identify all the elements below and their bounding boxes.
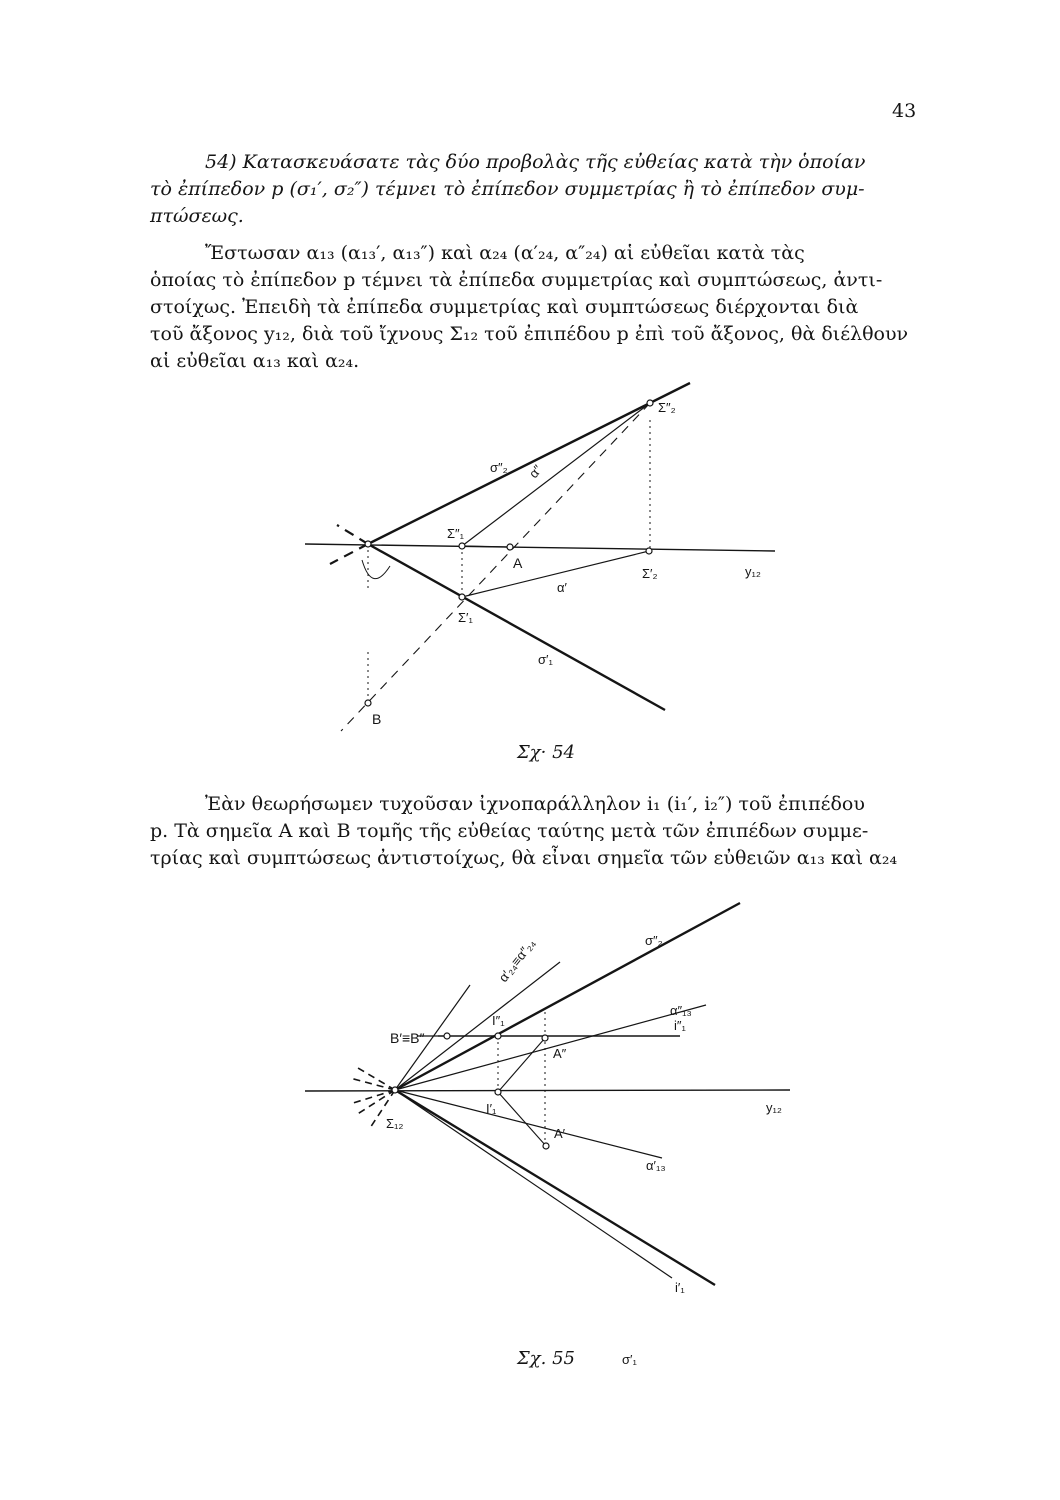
ext-dash-1 xyxy=(358,1068,395,1090)
point-s1-pp xyxy=(459,543,465,549)
label-s12: Σ₁₂ xyxy=(386,1116,404,1131)
line-a-p xyxy=(462,551,649,597)
label-i1-p: i′₁ xyxy=(675,1280,685,1295)
point-a xyxy=(507,544,513,550)
figure-55-caption: Σχ. 55 xyxy=(517,1348,575,1369)
page-number: 43 xyxy=(892,100,917,122)
continuation-paragraph xyxy=(150,791,920,872)
label-i1-pp: i″₁ xyxy=(674,1018,686,1033)
line-a13-p xyxy=(395,1090,662,1158)
line-a24-coincide xyxy=(395,962,560,1090)
label-axis: y₁₂ xyxy=(745,564,761,579)
problem-line-1: 54) Κατασκευάσατε τὰς δύο προβολὰς τῆς εὐθείας κατὰ τὴν ὁποίαν xyxy=(205,151,866,173)
angle-arc xyxy=(362,560,390,579)
label-sigma2-pp: σ″₂ xyxy=(490,460,508,475)
line-short-a xyxy=(498,1038,545,1092)
dashed-a24 xyxy=(341,403,650,731)
label-sigma2-pp: σ″₂ xyxy=(645,933,663,948)
point-s12 xyxy=(392,1087,398,1093)
figure-54-caption: Σχ· 54 xyxy=(517,742,575,763)
label-a-lower: A′ xyxy=(554,1126,566,1141)
line-a-lower xyxy=(498,1092,546,1146)
solution-line-3: στοίχως. Ἐπειδὴ τὰ ἐπίπεδα συμμετρίας καὶ συμπτώσεως διέρχονται διὰ xyxy=(150,296,859,318)
label-b-points: B′≡B″ xyxy=(390,1030,425,1046)
label-a-pp: α″ xyxy=(525,461,546,481)
point-s2-p xyxy=(646,548,652,554)
ext-dash-4 xyxy=(356,1090,395,1115)
problem-line-2: τὸ ἐπίπεδον p (σ₁′, σ₂″) τέμνει τὸ ἐπίπεδον συμμετρίας ἢ τὸ ἐπίπεδον συμ- xyxy=(150,178,865,200)
continuation-line-3: τρίας καὶ συμπτώσεως ἀντιστοίχως, θὰ εἶναι σημεῖα τῶν εὐθειῶν α₁₃ καὶ α₂₄ xyxy=(150,847,898,869)
label-a-coincide: α′₂₄≡α″₂₄ xyxy=(495,935,539,985)
label-a13-pp: α″₁₃ xyxy=(670,1003,692,1018)
label-s2-upper: Σ″₂ xyxy=(658,400,676,415)
point-i-lower xyxy=(495,1089,501,1095)
label-sigma1-p: σ′₁ xyxy=(538,652,553,667)
solution-line-1: Ἔστωσαν α₁₃ (α₁₃′, α₁₃″) καὶ α₂₄ (α′₂₄, α″₂₄) αἱ εὐθεῖαι κατὰ τὰς xyxy=(205,242,805,264)
point-a-upper xyxy=(542,1035,548,1041)
label-axis: y₁₂ xyxy=(766,1100,782,1115)
label-a-p: α′ xyxy=(557,580,567,595)
point-s2-pp xyxy=(647,400,653,406)
point-i-upper xyxy=(495,1033,501,1039)
trace-sigma1-p xyxy=(395,1090,715,1285)
trace-sigma1-ext xyxy=(337,525,368,544)
axis-line xyxy=(305,1090,790,1091)
label-s1-lower: Σ′₁ xyxy=(458,610,473,625)
point-s1-p xyxy=(459,594,465,600)
label-sigma1-p: σ′₁ xyxy=(622,1352,637,1367)
figure-54-labels xyxy=(372,400,761,727)
line-a13-pp xyxy=(395,1005,706,1090)
label-i-upper: I″₁ xyxy=(492,1013,505,1028)
figure-54 xyxy=(305,383,775,731)
label-s1-upper: Σ″₁ xyxy=(447,526,465,541)
ext-dash-2 xyxy=(350,1078,395,1090)
line-i1-p xyxy=(395,1090,672,1278)
trace-sigma2-pp xyxy=(368,383,690,544)
label-a-upper: A″ xyxy=(553,1046,567,1061)
figure-55 xyxy=(305,903,790,1285)
trace-sigma2-pp xyxy=(395,903,740,1090)
continuation-line-1: Ἐὰν θεωρήσωμεν τυχοῦσαν ἰχνοπαράλληλον i₁ (i₁′, i₂″) τοῦ ἐπιπέδου xyxy=(205,793,865,815)
point-b xyxy=(444,1033,450,1039)
figure-55-labels xyxy=(386,933,782,1367)
solution-line-5: αἱ εὐθεῖαι α₁₃ καὶ α₂₄. xyxy=(150,350,360,372)
ext-dash-3 xyxy=(350,1090,395,1104)
point-s12 xyxy=(365,541,371,547)
solution-line-4: τοῦ ἄξονος y₁₂, διὰ τοῦ ἴχνους Σ₁₂ τοῦ ἐπιπέδου p ἐπὶ τοῦ ἄξονος, θὰ διέλθουν xyxy=(150,323,909,345)
label-b-point: B xyxy=(372,711,382,727)
solution-line-2: ὁποίας τὸ ἐπίπεδον p τέμνει τὰ ἐπίπεδα συμμετρίας καὶ συμπτώσεως, ἀντι- xyxy=(150,269,883,291)
label-s2-axis: Σ′₂ xyxy=(642,566,658,581)
label-a13-p: α′₁₃ xyxy=(646,1158,666,1173)
point-a-lower xyxy=(543,1143,549,1149)
point-b xyxy=(365,700,371,706)
label-i-lower: I′₁ xyxy=(486,1101,497,1116)
problem-line-3: πτώσεως. xyxy=(150,205,244,227)
continuation-line-2: p. Τὰ σημεῖα A καὶ B τομῆς τῆς εὐθείας ταύτης μετὰ τῶν ἐπιπέδων συμμε- xyxy=(150,820,869,842)
label-a-point: A xyxy=(513,555,523,571)
